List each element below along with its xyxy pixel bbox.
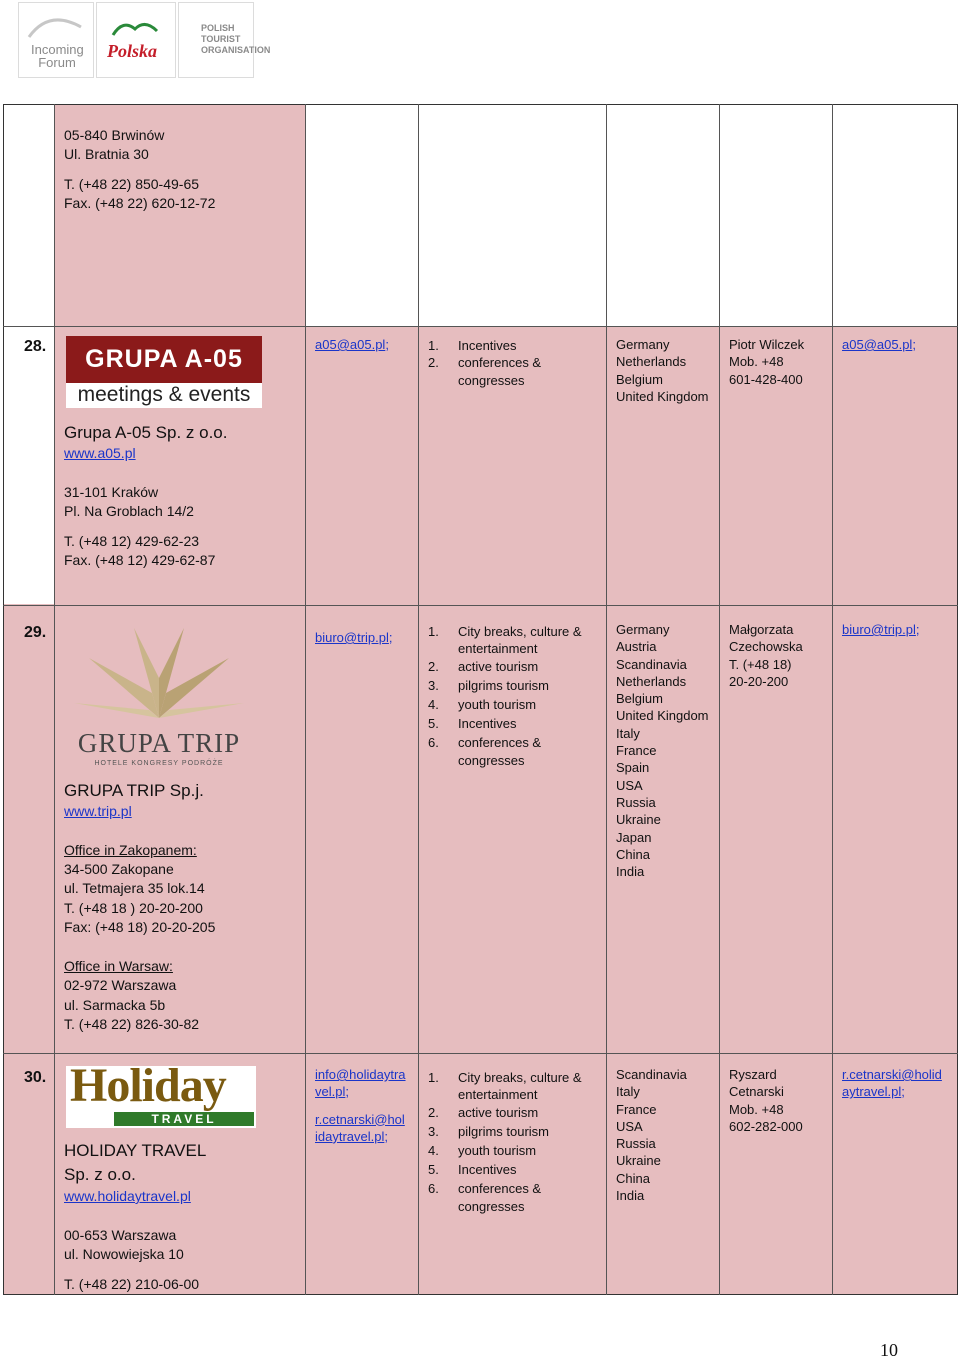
fax: Fax: (+48 18) 20-20-205 xyxy=(64,919,216,935)
contact-email-link[interactable]: r.cetnarski@holid xyxy=(842,1067,942,1082)
row-number: 29. xyxy=(24,624,47,641)
website-link[interactable]: www.holidaytravel.pl xyxy=(64,1188,191,1204)
address-line: 02-972 Warszawa xyxy=(64,977,177,993)
contact-person: Ryszard Cetnarski Mob. +48 602-282-000 xyxy=(729,1067,803,1134)
services-list: 1. City breaks, culture & entertainment 2. active tourism 3. pilgrims tourism 4. youth tourism 5. Incentives 6. conferences & congresses xyxy=(428,624,582,768)
holiday-travel-logo xyxy=(66,1059,256,1128)
address-line: Pl. Na Groblach 14/2 xyxy=(64,503,194,519)
company-name: HOLIDAY TRAVEL xyxy=(64,1141,207,1160)
phone: T. (+48 22) 850-49-65 xyxy=(64,176,200,192)
email-link[interactable]: a05@a05.pl xyxy=(315,337,386,352)
incoming-forum-text: Incoming Forum xyxy=(31,42,84,70)
incoming-forum-logo xyxy=(18,2,94,78)
contact-email-link[interactable]: biuro@trip.pl xyxy=(842,622,916,637)
website-link[interactable]: www.trip.pl xyxy=(64,803,132,819)
polska-logo-mark xyxy=(103,17,171,65)
contact-person: Małgorzata Czechowska T. (+48 18) 20-20-200 xyxy=(729,622,803,689)
services-list: 1. Incentives 2. conferences & congresses xyxy=(428,338,542,388)
star-emblem xyxy=(64,618,254,728)
address-line: ul. Nowowiejska 10 xyxy=(64,1246,184,1262)
markets-list: Scandinavia Italy France USA Russia Ukraine China India xyxy=(616,1067,687,1204)
phone: T. (+48 22) 210-06-00 xyxy=(64,1276,200,1292)
pto-logo xyxy=(178,2,271,78)
row-number: 28. xyxy=(24,338,47,355)
services-list: 1. City breaks, culture & entertainment 2. active tourism 3. pilgrims tourism 4. youth tourism 5. Incentives 6. conferences & congresses xyxy=(428,1070,582,1214)
office-label: Office in Warsaw: xyxy=(64,958,173,974)
address-line: 00-653 Warszawa xyxy=(64,1227,177,1243)
logo-subtitle: TRAVEL xyxy=(114,1112,254,1126)
company-legal: Sp. z o.o. xyxy=(64,1165,136,1184)
fax: Fax. (+48 22) 620-12-72 xyxy=(64,195,216,211)
polska-logo-text: Polska xyxy=(107,41,158,61)
address-line: 31-101 Kraków xyxy=(64,484,159,500)
email-link[interactable]: vel.pl xyxy=(315,1084,346,1100)
email-link[interactable]: info@holidaytra xyxy=(315,1067,406,1082)
polska-logo xyxy=(96,2,176,78)
incoming-forum-mark xyxy=(19,3,93,43)
contact-email-link[interactable]: aytravel.pl xyxy=(842,1084,902,1100)
company-name: GRUPA TRIP Sp.j. xyxy=(64,781,204,800)
markets-list: Germany Austria Scandinavia Netherlands Belgium United Kingdom Italy France Spain USA Russia Ukraine Japan China India xyxy=(616,622,709,880)
logo-subtitle: meetings & events xyxy=(66,383,262,408)
grupa-a05-logo xyxy=(66,336,262,408)
website-link[interactable]: www.a05.pl xyxy=(64,445,136,461)
email-link[interactable]: idaytravel.pl xyxy=(315,1128,385,1144)
logo-title: Holiday xyxy=(70,1059,226,1112)
emails: info@holidaytra vel.pl; r.cetnarski@hol idaytravel.pl; xyxy=(315,1067,406,1144)
office-label: Office in Zakopanem: xyxy=(64,842,197,858)
address-line: ul. Tetmajera 35 lok.14 xyxy=(64,880,205,896)
markets-list: Germany Netherlands Belgium United Kingdom xyxy=(616,337,709,404)
address-line: Ul. Bratnia 30 xyxy=(64,146,149,162)
pto-text: POLISH TOURIST ORGANISATION xyxy=(201,23,271,55)
fax: Fax. (+48 12) 429-62-87 xyxy=(64,552,216,568)
email-link[interactable]: r.cetnarski@hol xyxy=(315,1111,405,1127)
address-line: 05-840 Brwinów xyxy=(64,127,165,143)
grupa-trip-logo xyxy=(64,618,254,770)
contact-email-link[interactable]: a05@a05.pl xyxy=(842,337,913,352)
row-number: 30. xyxy=(24,1069,47,1086)
address-line: ul. Sarmacka 5b xyxy=(64,997,166,1013)
email-link[interactable]: biuro@trip.pl xyxy=(315,630,389,645)
page-number: 10 xyxy=(880,1340,898,1360)
logo-subtitle: HOTELE KONGRESY PODRÓŻE xyxy=(94,760,224,767)
phone: T. (+48 12) 429-62-23 xyxy=(64,533,200,549)
contact-email: r.cetnarski@holid aytravel.pl; xyxy=(842,1067,942,1100)
phone: T. (+48 22) 826-30-82 xyxy=(64,1016,200,1032)
address-line: 34-500 Zakopane xyxy=(64,861,174,877)
company-name: Grupa A-05 Sp. z o.o. xyxy=(64,423,228,442)
logo-title: GRUPA TRIP xyxy=(77,728,241,758)
logo-title: GRUPA A-05 xyxy=(66,336,262,383)
phone: T. (+48 18 ) 20-20-200 xyxy=(64,900,203,916)
contact-person: Piotr Wilczek Mob. +48 601-428-400 xyxy=(729,337,805,387)
